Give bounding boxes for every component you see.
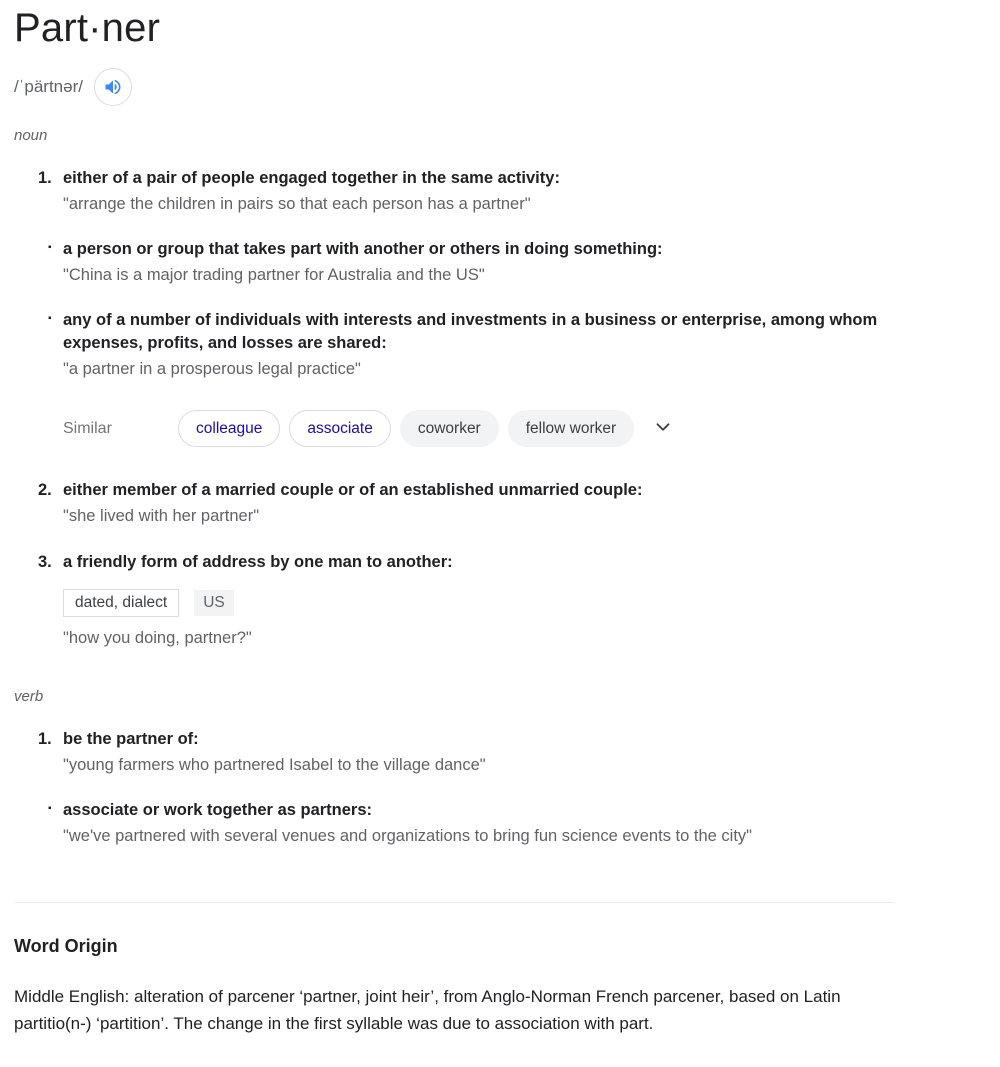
definition-text: either of a pair of people engaged together in the same activity:	[63, 169, 560, 187]
definition-text: a friendly form of address by one man to another:	[63, 553, 453, 571]
definition-item	[38, 728, 910, 848]
synonym-chip-associate[interactable]: associate	[289, 410, 390, 447]
definition-example: "how you doing, partner?"	[63, 629, 252, 647]
square-bullet-icon: ▪	[48, 313, 52, 324]
definition-example: "we've partnered with several venues and organizations to bring fun science events to the city"	[63, 827, 753, 845]
sub-definition	[48, 799, 910, 848]
definition-example: "she lived with her partner"	[63, 507, 260, 525]
synonym-chip-coworker[interactable]: coworker	[400, 410, 499, 447]
definition-number: 3.	[38, 553, 52, 571]
pos-label-noun: noun	[14, 127, 48, 144]
pronunciation-text: /ˈpärtnər/	[14, 77, 83, 96]
pos-label-verb: verb	[14, 688, 44, 705]
sub-definition	[48, 309, 910, 381]
speaker-icon	[103, 77, 123, 97]
sub-definition	[48, 238, 910, 287]
pronunciation-row	[14, 68, 910, 106]
definition-text: either member of a married couple or of an established unmarried couple:	[63, 481, 643, 499]
definition-item	[38, 479, 910, 528]
definition-example: "young farmers who partnered Isabel to the village dance"	[63, 756, 486, 774]
definition-item	[38, 551, 910, 650]
definition-example: "arrange the children in pairs so that each person has a partner"	[63, 195, 531, 213]
expand-synonyms-button[interactable]	[648, 412, 678, 445]
definition-text: be the partner of:	[63, 730, 199, 748]
definition-number: 2.	[38, 481, 52, 499]
definition-text: a person or group that takes part with another or others in doing something:	[63, 240, 663, 258]
square-bullet-icon: ▪	[48, 242, 52, 253]
region-tag: US	[194, 590, 234, 616]
word-origin-heading: Word Origin	[14, 936, 118, 956]
usage-tag: dated, dialect	[63, 589, 179, 617]
chevron-down-icon	[652, 416, 674, 441]
page-title: Part·ner	[14, 6, 161, 50]
similar-words-row	[63, 410, 910, 447]
definition-example: "China is a major trading partner for Australia and the US"	[63, 266, 485, 284]
synonym-chip-fellow-worker[interactable]: fellow worker	[508, 410, 634, 447]
definition-number: 1.	[38, 169, 52, 187]
verb-definitions	[38, 728, 910, 848]
noun-definitions	[38, 167, 910, 650]
definition-text: associate or work together as partners:	[63, 801, 373, 819]
synonym-chip-colleague[interactable]: colleague	[178, 410, 280, 447]
audio-button[interactable]	[94, 68, 132, 106]
similar-label: Similar	[63, 419, 112, 437]
usage-tags-row	[63, 589, 910, 617]
definition-example: "a partner in a prosperous legal practice"	[63, 360, 361, 378]
definition-number: 1.	[38, 730, 52, 748]
verb-section	[14, 688, 910, 848]
definition-text: any of a number of individuals with interests and investments in a business or enterprise, among whom expenses, profits, and losses are shared:	[63, 311, 878, 352]
word-origin-text: Middle English: alteration of parcener ‘partner, joint heir’, from Anglo-Norman French parcener, based on Latin partitio(n-) ‘partition’. The change in the first syllable was due to association with part.	[14, 987, 841, 1033]
square-bullet-icon: ▪	[48, 803, 52, 814]
definition-item	[38, 167, 910, 447]
section-divider	[15, 902, 894, 903]
